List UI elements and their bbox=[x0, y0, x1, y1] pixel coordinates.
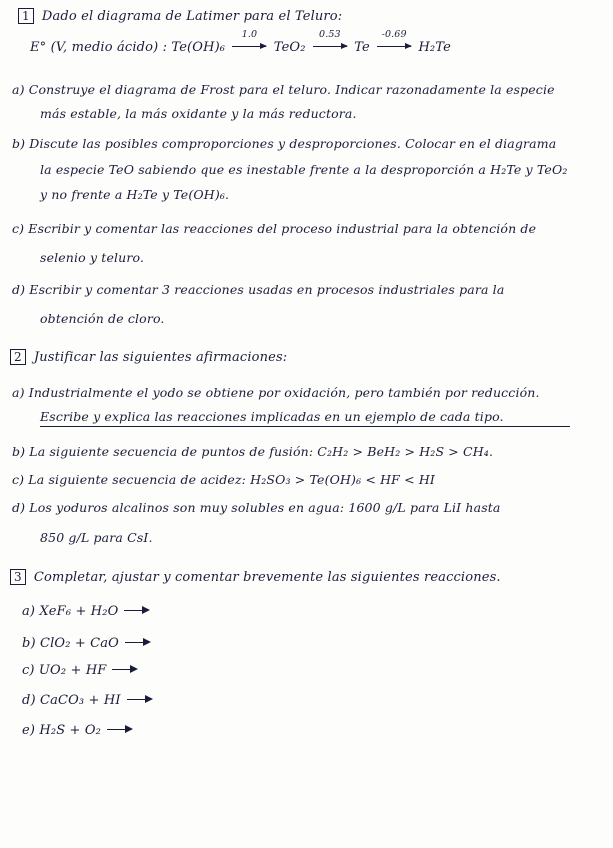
reaction-text: d) CaCO₃ + HI bbox=[22, 693, 121, 708]
q3-title: Completar, ajustar y comentar brevemente las siguientes reacciones. bbox=[33, 570, 501, 585]
q1-b-line2: la especie TeO sabiendo que es inestable frente a la desproporción a H₂Te y TeO₂ bbox=[40, 162, 568, 177]
q1-title: Dado el diagrama de Latimer para el Teluro: bbox=[41, 9, 343, 24]
latimer-species-1: Te(OH)₆ bbox=[171, 40, 226, 55]
reaction-text: c) UO₂ + HF bbox=[22, 663, 107, 678]
latimer-arrow-3 bbox=[377, 29, 411, 55]
latimer-arrow-2 bbox=[313, 29, 347, 55]
latimer-potential-1: 1.0 bbox=[241, 29, 258, 40]
q2-a-line1: a) Industrialmente el yodo se obtiene por oxidación, pero también por reducción. bbox=[12, 385, 540, 400]
q2-a-line2: Escribe y explica las reacciones implicadas en un ejemplo de cada tipo. bbox=[40, 409, 504, 424]
q2-title: Justificar las siguientes afirmaciones: bbox=[33, 350, 288, 365]
latimer-diagram bbox=[30, 29, 451, 55]
reaction-item bbox=[22, 663, 138, 678]
q3-heading bbox=[10, 569, 501, 585]
latimer-potential-3: -0.69 bbox=[381, 29, 407, 40]
latimer-prefix: E° (V, medio ácido) : bbox=[30, 40, 168, 55]
latimer-species-4: H₂Te bbox=[418, 40, 451, 55]
q2-heading bbox=[10, 349, 287, 365]
q1-d-line1: d) Escribir y comentar 3 reacciones usadas en procesos industriales para la bbox=[12, 282, 505, 297]
latimer-species-3: Te bbox=[354, 40, 370, 55]
q2-a-underline bbox=[40, 426, 570, 427]
q2-d-line1: d) Los yoduros alcalinos son muy solubles en agua: 1600 g/L para LiI hasta bbox=[12, 500, 501, 515]
latimer-potential-2: 0.53 bbox=[319, 29, 341, 40]
reaction-text: a) XeF₆ + H₂O bbox=[22, 604, 119, 619]
q2-b-line: b) La siguiente secuencia de puntos de fusión: C₂H₂ > BeH₂ > H₂S > CH₄. bbox=[12, 444, 494, 459]
q1-c-line2: selenio y teluro. bbox=[40, 250, 145, 265]
q1-a-line2: más estable, la más oxidante y la más reductora. bbox=[40, 106, 357, 121]
reaction-arrow-icon bbox=[127, 694, 153, 704]
reaction-arrow-icon bbox=[124, 605, 150, 615]
q1-a-line1: a) Construye el diagrama de Frost para el teluro. Indicar razonadamente la especie bbox=[12, 82, 555, 97]
q1-d-line2: obtención de cloro. bbox=[40, 311, 165, 326]
reaction-item bbox=[22, 693, 153, 708]
reaction-item bbox=[22, 636, 151, 651]
q2-c-line: c) La siguiente secuencia de acidez: H₂SO₃ > Te(OH)₆ < HF < HI bbox=[12, 472, 435, 487]
q2-d-line2: 850 g/L para CsI. bbox=[40, 530, 153, 545]
q1-b-line3: y no frente a H₂Te y Te(OH)₆. bbox=[40, 187, 230, 202]
reaction-item bbox=[22, 723, 133, 738]
reaction-arrow-icon bbox=[125, 637, 151, 647]
reaction-item bbox=[22, 604, 150, 619]
q1-heading bbox=[18, 8, 342, 24]
reaction-text: b) ClO₂ + CaO bbox=[22, 636, 119, 651]
reaction-arrow-icon bbox=[107, 724, 133, 734]
q1-b-line1: b) Discute las posibles comproporciones y desproporciones. Colocar en el diagrama bbox=[12, 136, 557, 151]
latimer-species-2: TeO₂ bbox=[273, 40, 306, 55]
reaction-arrow-icon bbox=[112, 664, 138, 674]
q3-number-box: 3 bbox=[10, 569, 26, 585]
latimer-arrow-1 bbox=[232, 29, 266, 55]
q2-number-box: 2 bbox=[10, 349, 26, 365]
q1-c-line1: c) Escribir y comentar las reacciones del proceso industrial para la obtención de bbox=[12, 221, 537, 236]
reaction-text: e) H₂S + O₂ bbox=[22, 723, 102, 738]
q1-number-box: 1 bbox=[18, 8, 34, 24]
